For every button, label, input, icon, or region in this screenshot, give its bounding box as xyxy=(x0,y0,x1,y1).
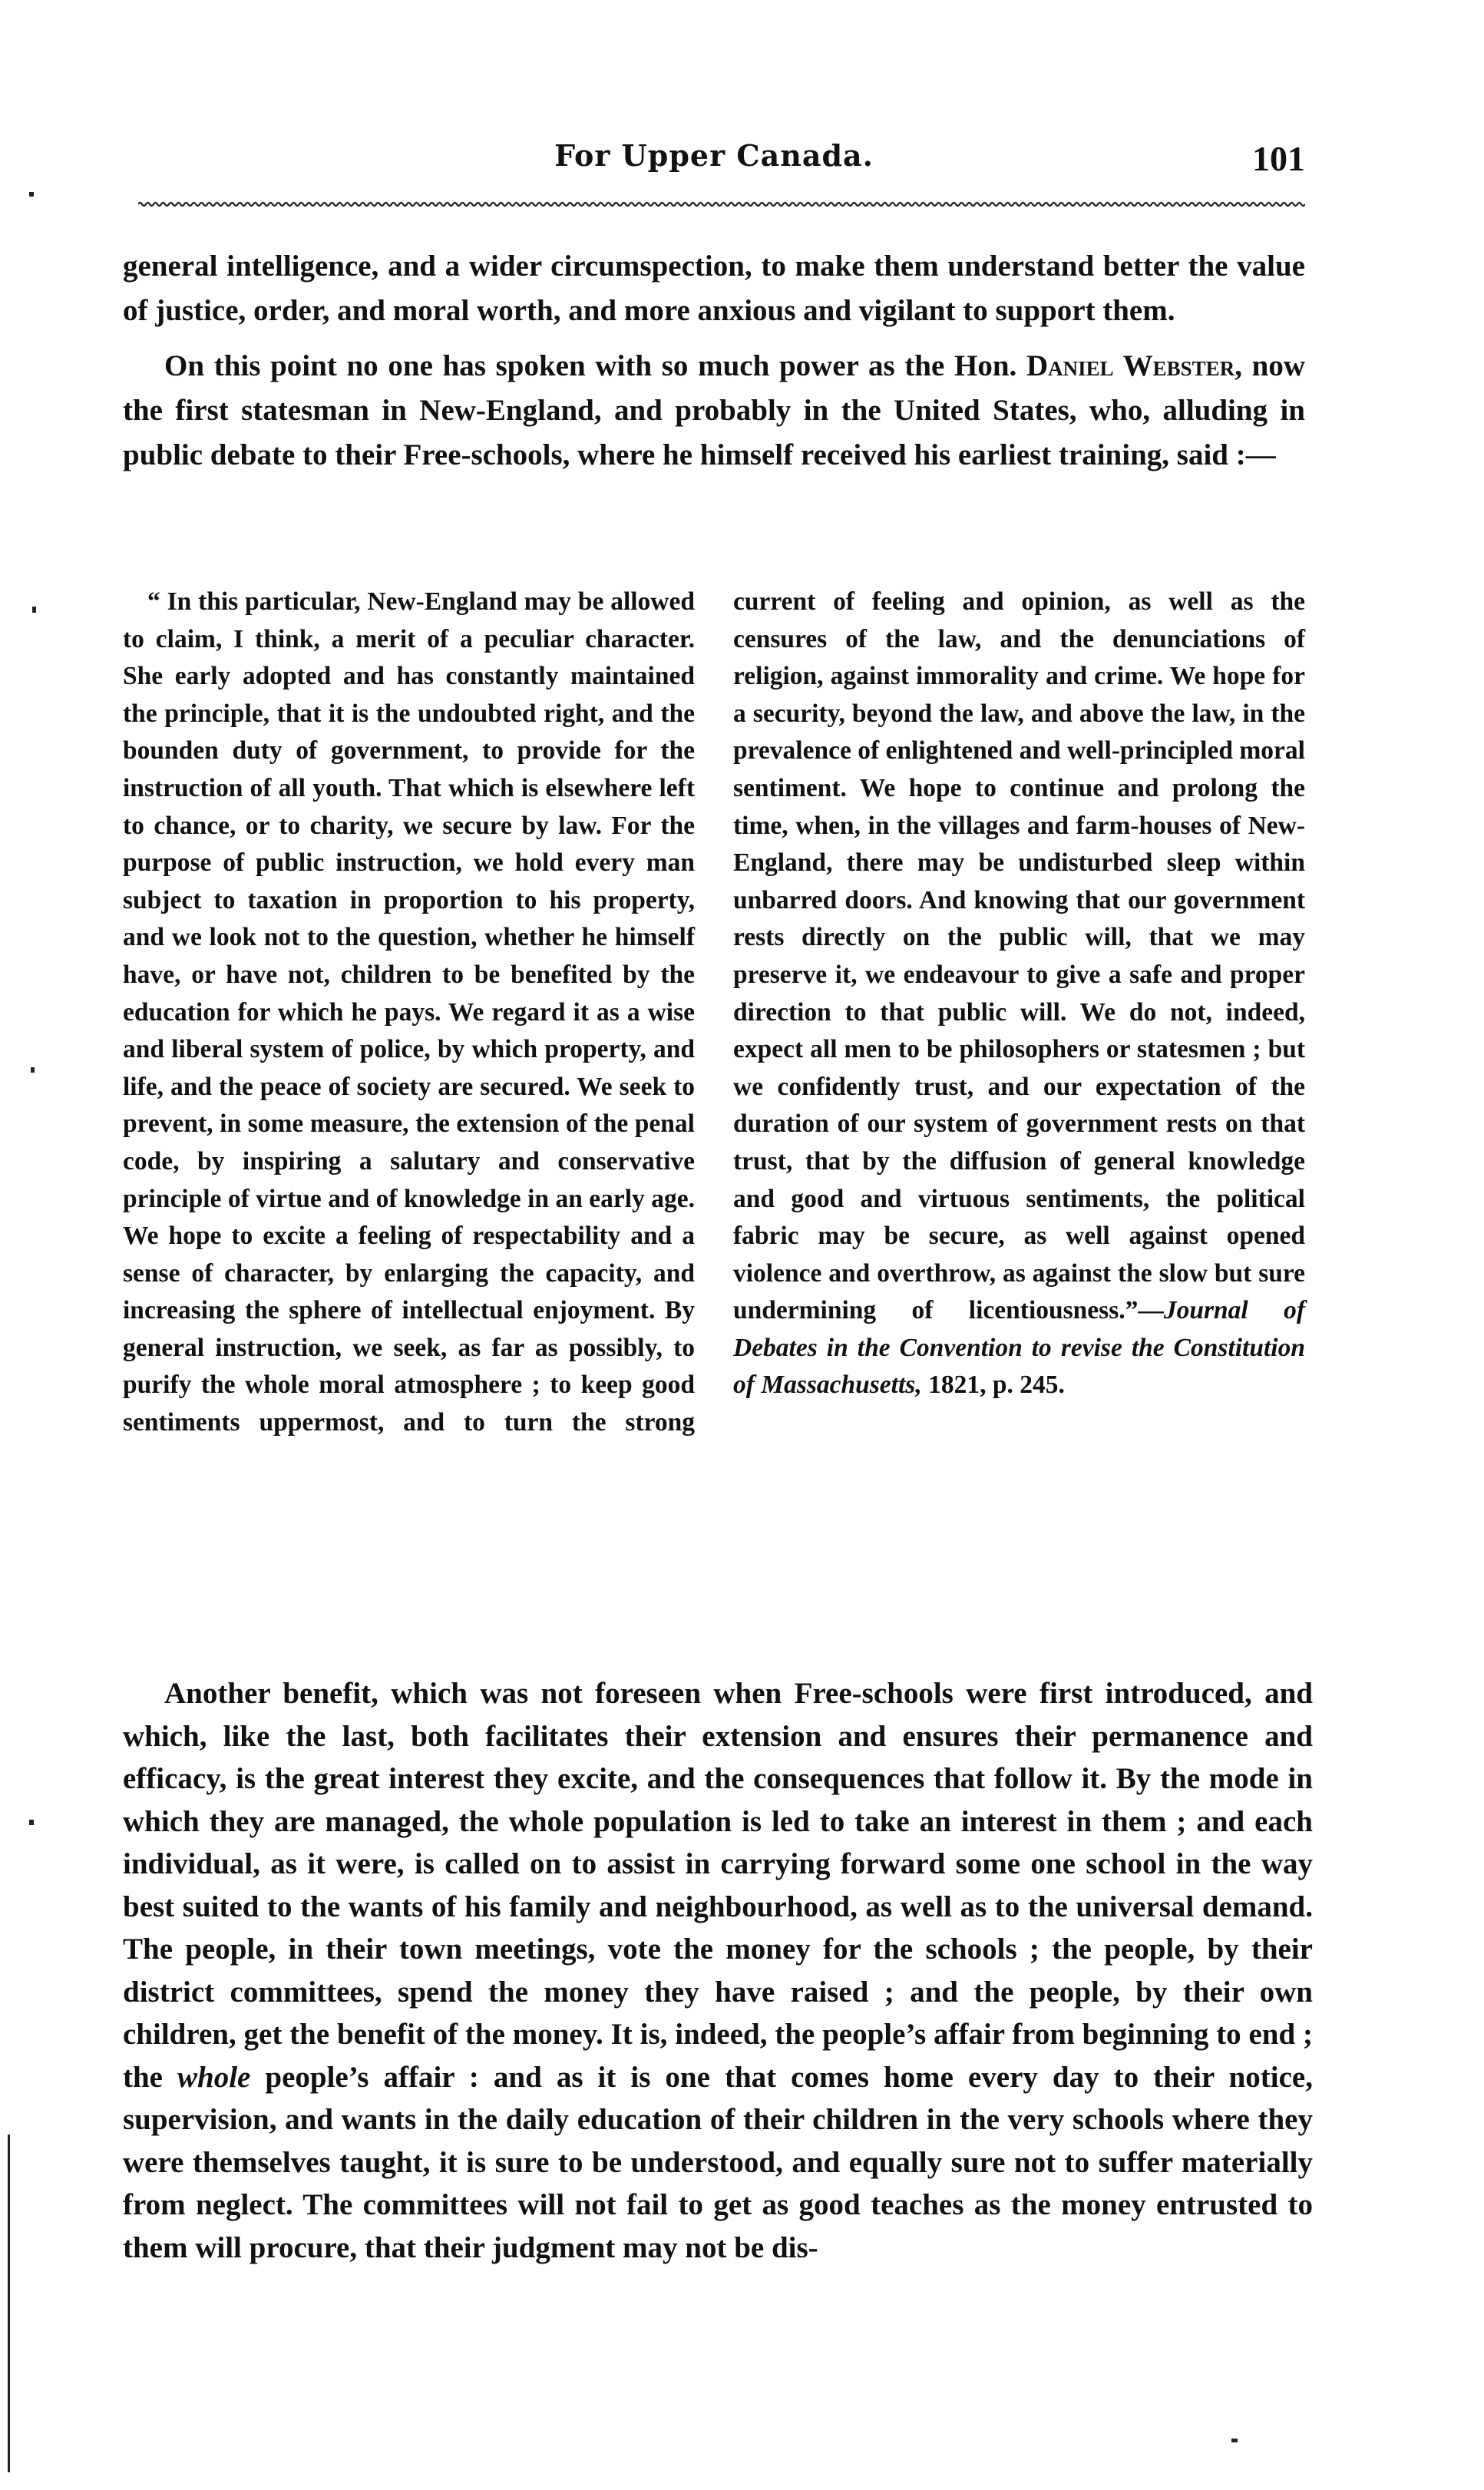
quotation-source-title: Journal of Debates in the Convention to revise the Constitution of Massachusetts, xyxy=(733,1296,1306,1400)
quotation-body: “ In this particular, New-England may be allowed to claim, I think, a merit of a peculiar character. She early adopted and has constantly maintained the principle, that it is the undoubted right, and the bounden duty of government, to provide for the instruction of all youth. That which is elsewhere left to chance, or to charity, we secure by law. For the purpose of public instruction, we hold every man subject to taxation in proportion to his property, and we look not to the question, whether he himself have, or have not, children to be benefited by the education for which he pays. We regard it as a wise and liberal system of police, by which property, and life, and the peace of society are secured. We seek to prevent, in some measure, the extension of the penal code, by inspiring a salutary and conservative principle of virtue and of knowledge in an early age. We hope to excite a feeling of respectability and a sense of character, by enlarging the capacity, and increasing the sphere of intellectual enjoyment. By general instruction, we seek, as far as possibly, to purify the whole moral atmosphere ; to keep good sentiments uppermost, and to turn the strong current of feeling and opinion, as well as the censures of the law, and the denunciations of religion, against immorality and crime. We hope for a security, beyond the law, and above the law, in the prevalence of enlightened and well-principled moral sentiment. We hope to continue and prolong the time, when, in the villages and farm-houses of New-England, there may be undisturbed sleep within unbarred doors. And knowing that our government rests directly on the public will, that we may preserve it, we endeavour to give a safe and proper direction to that public will. We do not, indeed, expect all men to be philosophers or statesmen ; but we confidently trust, and our expectation of the duration of our system of government rests on that trust, that by the diffusion of general knowledge and good and virtuous sentiments, the political fabric may be secure, as well against opened violence and overthrow, as against the slow but sure undermining of licentiousness.”— xyxy=(123,587,1305,1437)
page-header xyxy=(123,138,1305,184)
following-text-end: people’s affair : and as it is one that comes home every day to their notice, supervision, and wants in the daily education of their children in the very schools where they were themselves taught, it is sure to be understood, and equally sure not to suffer materially from neglect. The committees will not fail to get as good teaches as the money entrusted to them will procure, that their judgment may not be dis- xyxy=(123,2060,1313,2264)
lead-paragraph-2-start: On this point no one has spoken with so much power as the Hon. xyxy=(164,349,1026,382)
margin-speck xyxy=(29,1820,34,1825)
speaker-name: Daniel Webster xyxy=(1026,349,1235,382)
following-text-start: Another benefit, which was not foreseen when Free-schools were first introduced, and which, like the last, both facilitates their extension and ensures their permanence and efficacy, is the great interest they excite, and the consequences that follow it. By the mode in which they are managed, the whole population is led to take an interest in them ; and each individual, as it were, is called on to assist in carrying forward some one school in the way best suited to the wants of his family and neighbourhood, as well as to the universal demand. The people, in their town meetings, vote the money for the schools ; the people, by their district committees, spend the money they have raised ; and the people, by their own children, get the benefit of the money. It is, indeed, the people’s affair from beginning to end ; the xyxy=(123,1677,1313,2094)
binding-edge-line xyxy=(8,2135,10,2472)
margin-speck xyxy=(29,192,34,197)
quotation-source-details: 1821, p. 245. xyxy=(921,1371,1065,1400)
lead-paragraph-1: general intelligence, and a wider circumspection, to make them understand better the value of justice, order, and moral worth, and more anxious and vigilant to support them. xyxy=(123,250,1305,327)
lead-paragraph-2-end: , now the first statesman in New-England, and probably in the United States, who, alluding in public debate to their Free-schools, where he himself received his earliest training, said :— xyxy=(123,349,1305,471)
lead-paragraph-2 xyxy=(123,344,1305,478)
page-number: 101 xyxy=(1252,139,1305,178)
webster-quotation xyxy=(123,584,1305,1635)
margin-speck xyxy=(32,607,36,613)
margin-speck xyxy=(31,1067,35,1073)
wavy-rule xyxy=(138,201,1305,207)
quotation-text xyxy=(123,584,1305,1442)
running-head: For Upper Canada. xyxy=(554,138,874,173)
following-paragraph xyxy=(123,1672,1313,2269)
following-paragraph-text xyxy=(123,1672,1313,2269)
lead-text xyxy=(123,244,1305,478)
margin-speck xyxy=(1231,2439,1238,2442)
emphasis-whole: whole xyxy=(177,2060,251,2094)
